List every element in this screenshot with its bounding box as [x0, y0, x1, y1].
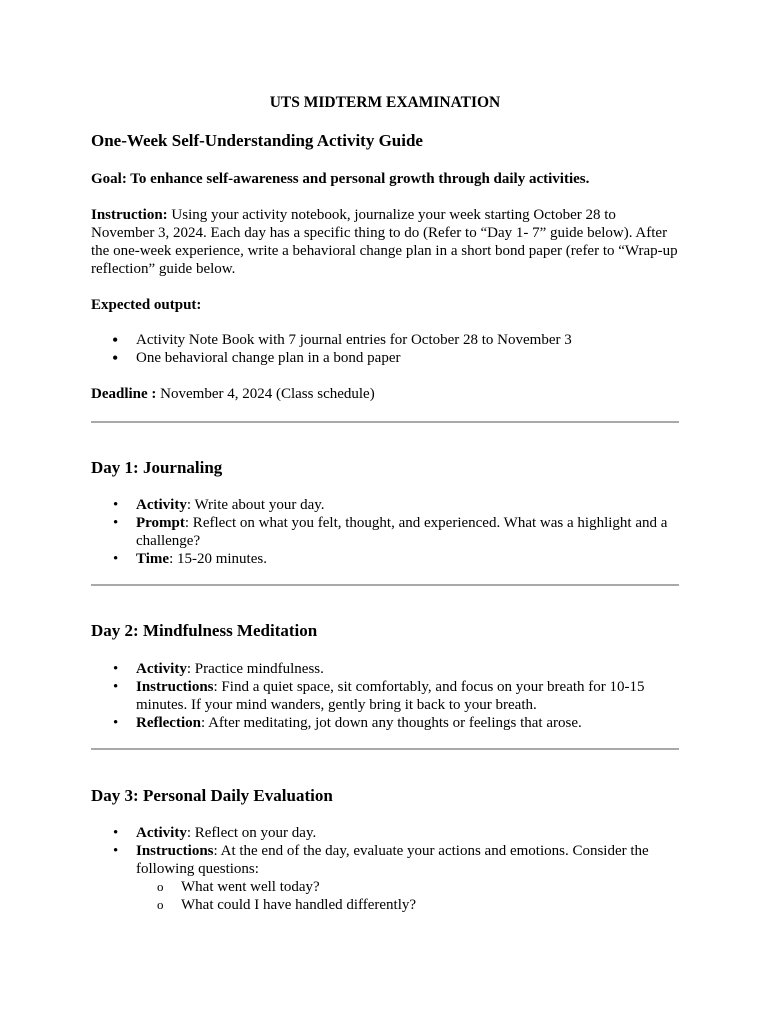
day2-heading: Day 2: Mindfulness Meditation	[91, 621, 318, 640]
list-item: • Instructions: At the end of the day, evaluate your actions and emotions. Consider the following questions:	[113, 843, 649, 877]
day3-list	[91, 824, 679, 914]
bullet-icon: •	[113, 843, 119, 859]
day2-list	[91, 660, 679, 732]
deadline-text: November 4, 2024 (Class schedule)	[156, 386, 375, 402]
bullet-icon: •	[112, 330, 119, 350]
bullet-icon: •	[113, 679, 119, 695]
bullet-icon: •	[113, 515, 119, 531]
sub-list-item: o What went well today?	[157, 879, 320, 895]
bullet-icon: •	[113, 715, 119, 731]
list-item: • Time: 15-20 minutes.	[113, 551, 267, 567]
bullet-icon: •	[113, 497, 119, 513]
list-item: • Activity: Write about your day.	[113, 497, 325, 513]
circle-bullet-icon: o	[157, 879, 164, 894]
list-item: • Activity: Reflect on your day.	[113, 825, 317, 841]
list-item: • Activity Note Book with 7 journal entries for October 28 to November 3	[112, 330, 572, 350]
document-subtitle: One-Week Self-Understanding Activity Guide	[91, 131, 423, 150]
deadline-line	[91, 385, 375, 403]
circle-bullet-icon: o	[157, 897, 164, 912]
bullet-icon: •	[113, 661, 119, 677]
sub-list-item: o What could I have handled differently?	[157, 897, 417, 913]
list-item: • Instructions: Find a quiet space, sit comfortably, and focus on your breath for 10-15 minutes. If your mind wanders, gently bring it back to your breath.	[113, 679, 645, 713]
instruction-paragraph	[91, 206, 679, 278]
document-title: UTS MIDTERM EXAMINATION	[269, 94, 501, 111]
instruction-label: Instruction:	[91, 207, 168, 223]
instruction-text: Using your activity notebook, journalize your week starting October 28 to November 3, 2024. Each day has a specific thing to do (Refer to “Day 1- 7” guide below). After the one-week experience, write a behavioral change plan in a short bond paper (refer to “Wrap-up reflection” guide below.	[91, 207, 678, 277]
goal-statement: Goal: To enhance self-awareness and personal growth through daily activities.	[91, 171, 590, 187]
day1-heading: Day 1: Journaling	[91, 458, 223, 477]
expected-output-label: Expected output:	[91, 297, 202, 313]
bullet-icon: •	[113, 551, 119, 567]
deadline-label: Deadline :	[91, 386, 157, 402]
list-item: • Reflection: After meditating, jot down any thoughts or feelings that arose.	[113, 715, 582, 731]
bullet-icon: •	[112, 348, 119, 368]
bullet-icon: •	[113, 825, 119, 841]
section-divider	[91, 584, 679, 586]
list-item: • Activity: Practice mindfulness.	[113, 661, 324, 677]
section-divider	[91, 421, 679, 423]
list-item: • Prompt: Reflect on what you felt, thought, and experienced. What was a highlight and a challenge?	[113, 515, 668, 549]
day3-heading: Day 3: Personal Daily Evaluation	[91, 786, 333, 805]
section-divider	[91, 748, 679, 750]
day1-list	[91, 496, 679, 568]
expected-output-list	[91, 331, 679, 367]
list-item: • One behavioral change plan in a bond paper	[112, 348, 401, 368]
